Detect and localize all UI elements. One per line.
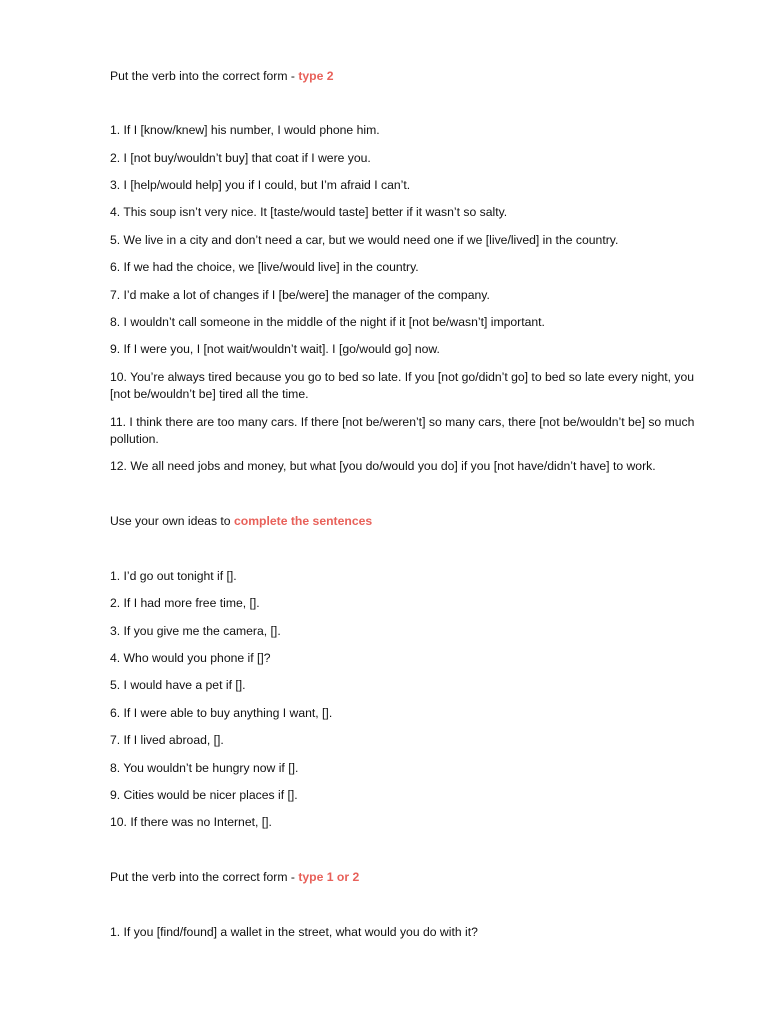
exercise-1-item-11: 11. I think there are too many cars. If there [not be/weren’t] so many cars, there [not be/wouldn’t be] so much pollution. <box>110 415 695 446</box>
exercise-1-item-4: 4. This soup isn’t very nice. It [taste/would taste] better if it wasn’t so salty. <box>110 205 508 219</box>
exercise-1-item-10: 10. You’re always tired because you go to bed so late. If you [not go/didn’t go] to bed so late every night, you [not be/wouldn’t be] tired all the time. <box>110 370 695 401</box>
exercise-1-item-6: 6. If we had the choice, we [live/would live] in the country. <box>110 260 419 274</box>
exercise-2-item-5: 5. I would have a pet if []. <box>110 678 246 692</box>
exercise-2-item-4: 4. Who would you phone if []? <box>110 651 271 665</box>
section-3-heading-highlight: type 1 or 2 <box>298 870 360 884</box>
exercise-1-item-1: 1. If I [know/knew] his number, I would phone him. <box>110 123 380 137</box>
section-2-heading-highlight: complete the sentences <box>233 514 373 528</box>
exercise-2-item-1: 1. I’d go out tonight if []. <box>110 569 237 583</box>
section-3-heading-text: Put the verb into the correct form - <box>110 870 299 884</box>
exercise-2-item-2: 2. If I had more free time, []. <box>110 596 260 610</box>
exercise-1-item-12: 12. We all need jobs and money, but what [you do/would you do] if you [not have/didn’t have] to work. <box>110 459 656 473</box>
section-3-heading <box>110 869 359 886</box>
exercise-2-item-7: 7. If I lived abroad, []. <box>110 733 224 747</box>
section-1-heading-text: Put the verb into the correct form - <box>110 69 299 83</box>
section-2-heading-text: Use your own ideas to <box>110 514 234 528</box>
section-1-heading-highlight: type 2 <box>298 69 334 83</box>
section-1-heading <box>110 68 334 85</box>
exercise-1-item-7: 7. I’d make a lot of changes if I [be/were] the manager of the company. <box>110 288 490 302</box>
section-2-heading <box>110 513 372 530</box>
exercise-1-item-8: 8. I wouldn’t call someone in the middle of the night if it [not be/wasn’t] important. <box>110 315 545 329</box>
exercise-1-item-9: 9. If I were you, I [not wait/wouldn’t wait]. I [go/would go] now. <box>110 342 440 356</box>
exercise-1-item-5: 5. We live in a city and don’t need a car, but we would need one if we [live/lived] in the country. <box>110 233 619 247</box>
exercise-1-item-2: 2. I [not buy/wouldn’t buy] that coat if I were you. <box>110 151 371 165</box>
exercise-1-item-3: 3. I [help/would help] you if I could, but I’m afraid I can’t. <box>110 178 411 192</box>
exercise-3-item-1: 1. If you [find/found] a wallet in the street, what would you do with it? <box>110 925 478 939</box>
exercise-2-item-8: 8. You wouldn’t be hungry now if []. <box>110 761 299 775</box>
exercise-2-item-10: 10. If there was no Internet, []. <box>110 815 272 829</box>
exercise-2-item-9: 9. Cities would be nicer places if []. <box>110 788 298 802</box>
exercise-2-item-6: 6. If I were able to buy anything I want, []. <box>110 706 333 720</box>
exercise-2-item-3: 3. If you give me the camera, []. <box>110 624 281 638</box>
